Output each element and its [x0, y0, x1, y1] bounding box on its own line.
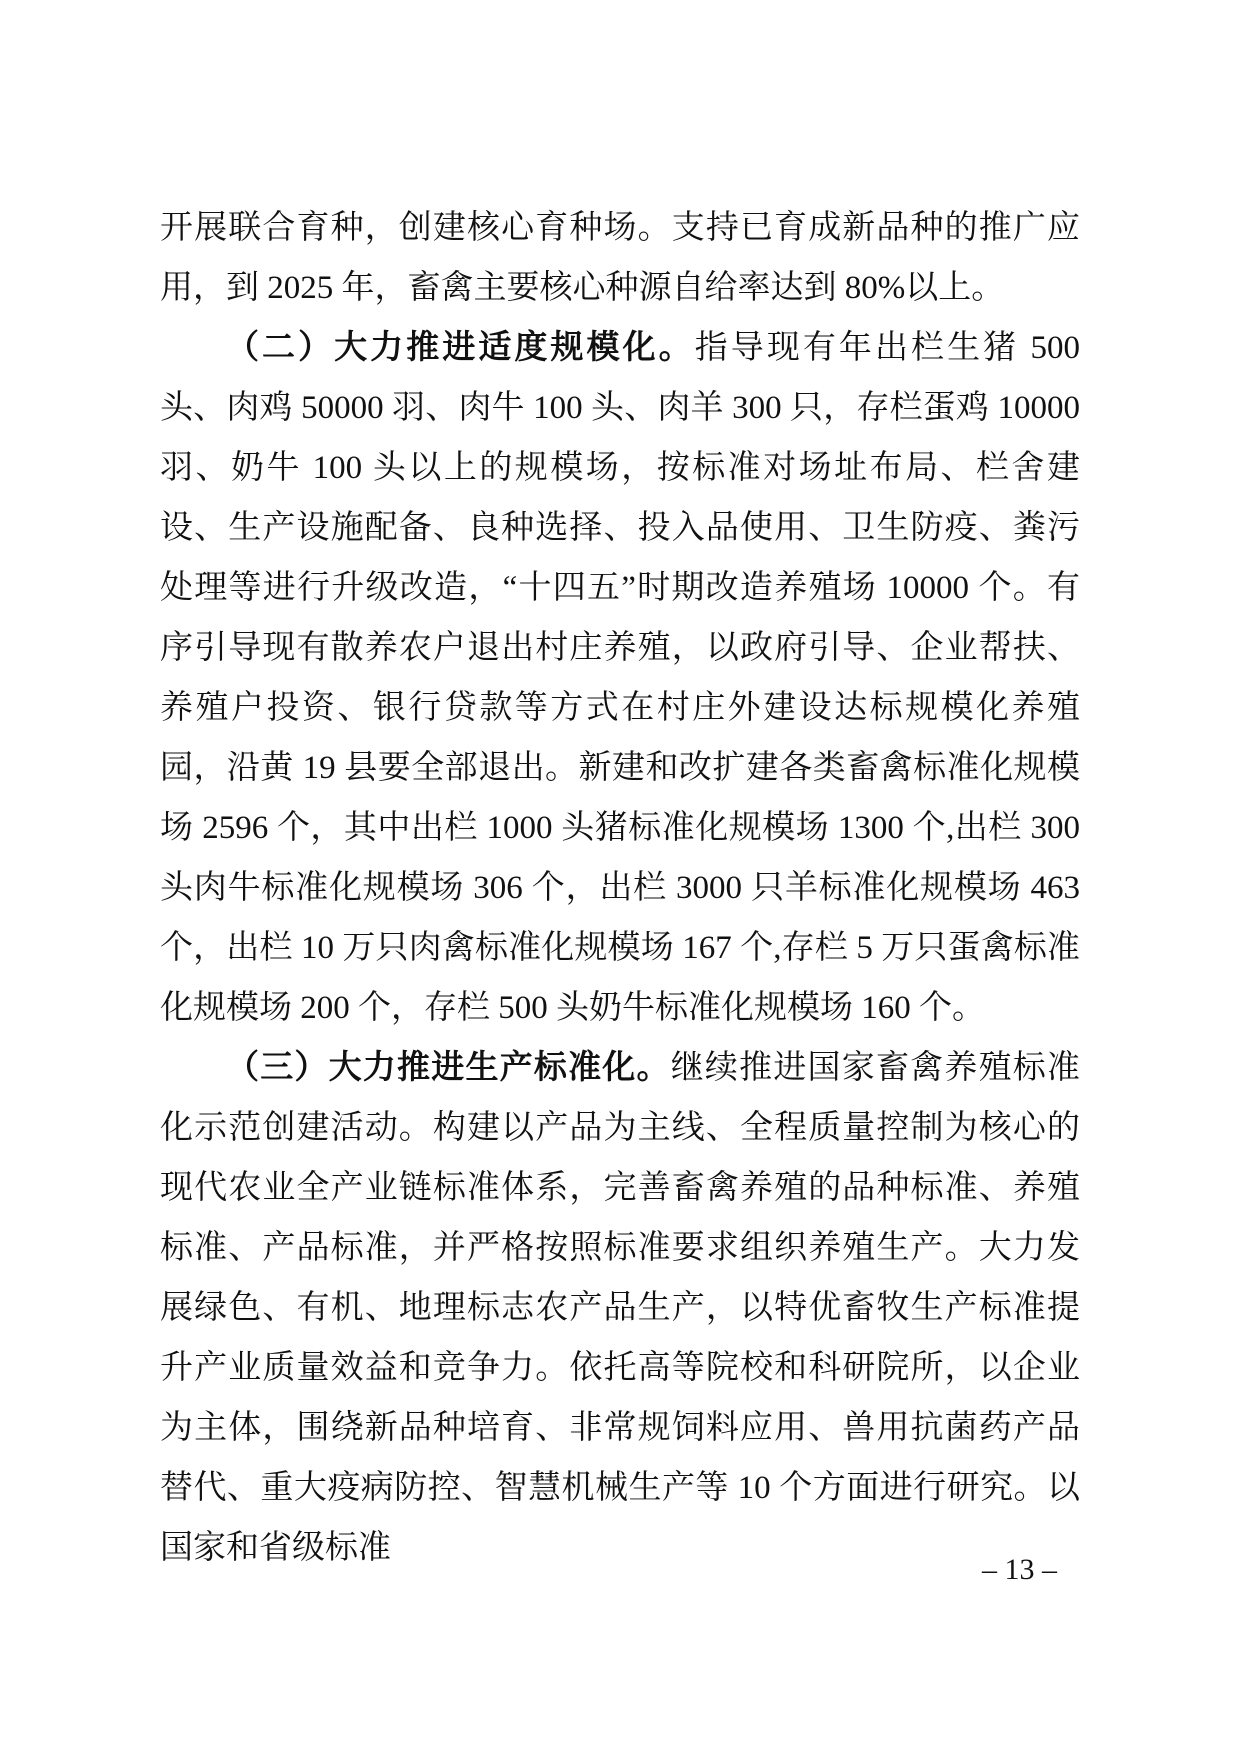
document-body	[160, 198, 1080, 1578]
paragraph-heading: （二）大力推进适度规模化。	[226, 330, 695, 366]
paragraph-text: 指导现有年出栏生猪 500 头、肉鸡 50000 羽、肉牛 100 头、肉羊 300 只，存栏蛋鸡 10000 羽、奶牛 100 头以上的规模场，按标准对场址布局、栏舍建设、生产设施配备、良种选择、投入品使用、卫生防疫、粪污处理等进行升级改造，“十四五”时期改造养殖场 10000 个。有序引导现有散养农户退出村庄养殖，以政府引导、企业帮扶、养殖户投资、银行贷款等方式在村庄外建设达标规模化养殖园，沿黄 19 县要全部退出。新建和改扩建各类畜禽标准化规模场 2596 个，其中出栏 1000 头猪标准化规模场 1300 个,出栏 300 头肉牛标准化规模场 306 个，出栏 3000 只羊标准化规模场 463 个，出栏 10 万只肉禽标准化规模场 167 个,存栏 5 万只蛋禽标准化规模场 200 个，存栏 500 头奶牛标准化规模场 160 个。	[160, 330, 1081, 1026]
paragraph-continuation	[160, 198, 1080, 318]
paragraph-text: 开展联合育种，创建核心育种场。支持已育成新品种的推广应用，到 2025 年，畜禽主要核心种源自给率达到 80%以上。	[160, 210, 1080, 306]
paragraph-section-2	[160, 318, 1080, 1038]
page-number: – 13 –	[982, 1553, 1057, 1586]
paragraph-text: 继续推进国家畜禽养殖标准化示范创建活动。构建以产品为主线、全程质量控制为核心的现代农业全产业链标准体系，完善畜禽养殖的品种标准、养殖标准、产品标准，并严格按照标准要求组织养殖生产。大力发展绿色、有机、地理标志农产品生产，以特优畜牧生产标准提升产业质量效益和竞争力。依托高等院校和科研院所，以企业为主体，围绕新品种培育、非常规饲料应用、兽用抗菌药产品替代、重大疫病防控、智慧机械生产等 10 个方面进行研究。以国家和省级标准	[160, 1050, 1081, 1566]
paragraph-section-3	[160, 1038, 1080, 1578]
paragraph-heading: （三）大力推进生产标准化。	[226, 1050, 671, 1086]
